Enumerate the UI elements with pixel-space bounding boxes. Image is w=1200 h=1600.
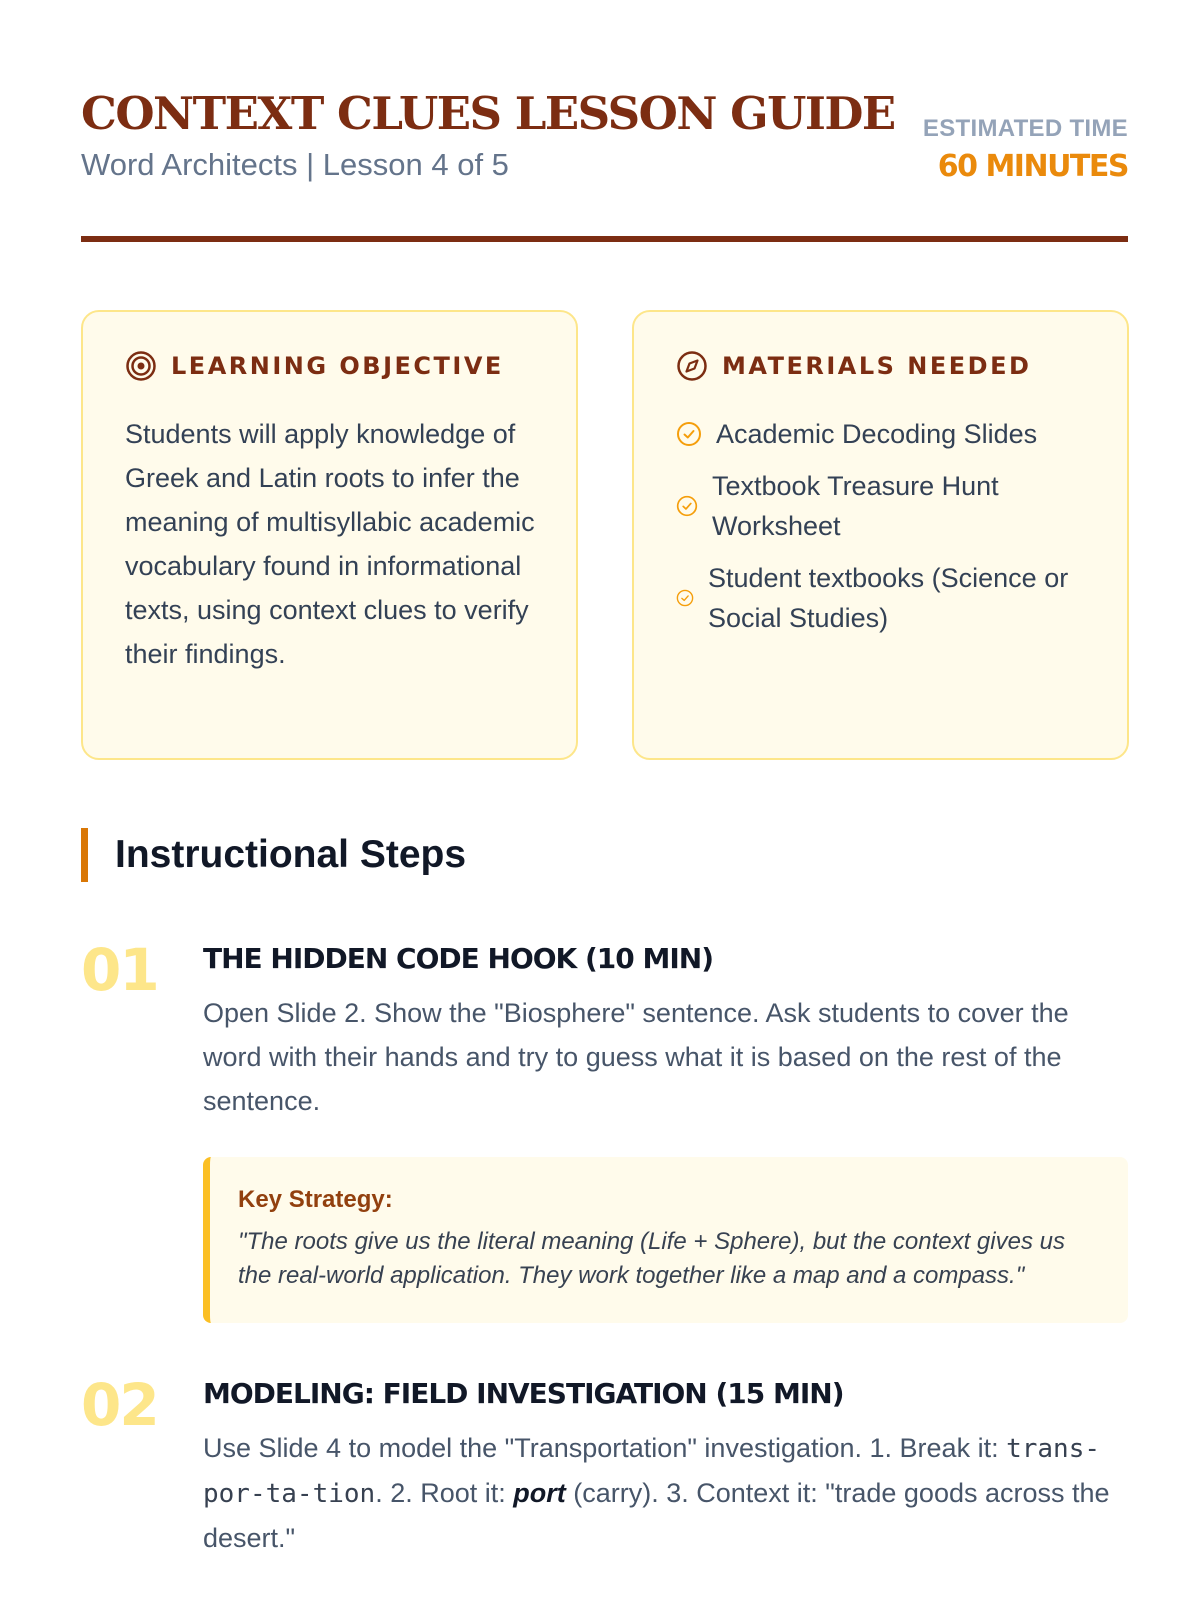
step-text-part: . 2. Root it: <box>375 1478 514 1508</box>
materials-list <box>676 414 1096 650</box>
step-body <box>203 935 1128 1323</box>
materials-card <box>632 310 1129 760</box>
learning-objective-text: Students will apply knowledge of Greek and Latin roots to infer the meaning of multisyllabic academic vocabulary found in informational texts, using context clues to verify their findings. <box>125 419 535 669</box>
lesson-subtitle: Word Architects | Lesson 4 of 5 <box>81 147 509 182</box>
root-word: port <box>513 1478 566 1508</box>
step-text-part: (carry). 3. Context it: "trade goods across the desert." <box>203 1478 1110 1553</box>
material-label: Academic Decoding Slides <box>716 419 1038 449</box>
learning-objective-header <box>125 350 504 382</box>
callout-label: Key Strategy: <box>238 1186 393 1213</box>
list-item <box>676 466 1096 546</box>
material-label: Textbook Treasure Hunt Worksheet <box>712 471 999 541</box>
callout-quote: "The roots give us the literal meaning (Life + Sphere), but the context gives us the real-world application. They work together like a map and a compass." <box>238 1228 1065 1289</box>
material-label: Student textbooks (Science or Social Studies) <box>708 563 1069 633</box>
step-number: 02 <box>81 1371 158 1439</box>
step-title: THE HIDDEN CODE HOOK (10 MIN) <box>203 942 714 975</box>
header-divider <box>81 236 1128 242</box>
compass-icon <box>676 350 708 382</box>
step-text-part: Use Slide 4 to model the "Transportation" investigation. 1. Break it: <box>203 1433 1007 1463</box>
step-number: 01 <box>81 936 158 1004</box>
instructional-steps-heading <box>81 828 466 882</box>
learning-objective-card <box>81 310 578 760</box>
estimated-time-label: ESTIMATED TIME <box>922 115 1128 142</box>
step-text: Open Slide 2. Show the "Biosphere" sentence. Ask students to cover the word with their hands and try to guess what it is based on the rest of the sentence. <box>203 998 1069 1116</box>
step-text <box>203 1426 1128 1560</box>
syllable-code: trans-por-ta-tion <box>203 1434 1101 1509</box>
materials-header <box>676 350 1031 382</box>
list-item <box>676 414 1096 454</box>
lesson-header <box>81 84 1128 244</box>
estimated-time <box>923 114 1128 184</box>
materials-title: MATERIALS NEEDED <box>722 352 1032 380</box>
key-strategy-callout <box>203 1157 1128 1323</box>
page-title: CONTEXT CLUES LESSON GUIDE <box>81 87 895 140</box>
check-circle-icon <box>676 421 702 447</box>
check-circle-icon <box>676 495 698 517</box>
step-title: MODELING: FIELD INVESTIGATION (15 MIN) <box>203 1377 844 1410</box>
list-item <box>676 558 1096 638</box>
target-icon <box>125 350 157 382</box>
step-body <box>203 1370 1128 1560</box>
estimated-time-value: 60 MINUTES <box>937 149 1128 184</box>
learning-objective-title: LEARNING OBJECTIVE <box>171 352 504 380</box>
check-circle-icon <box>676 589 694 607</box>
section-title: Instructional Steps <box>115 833 467 876</box>
